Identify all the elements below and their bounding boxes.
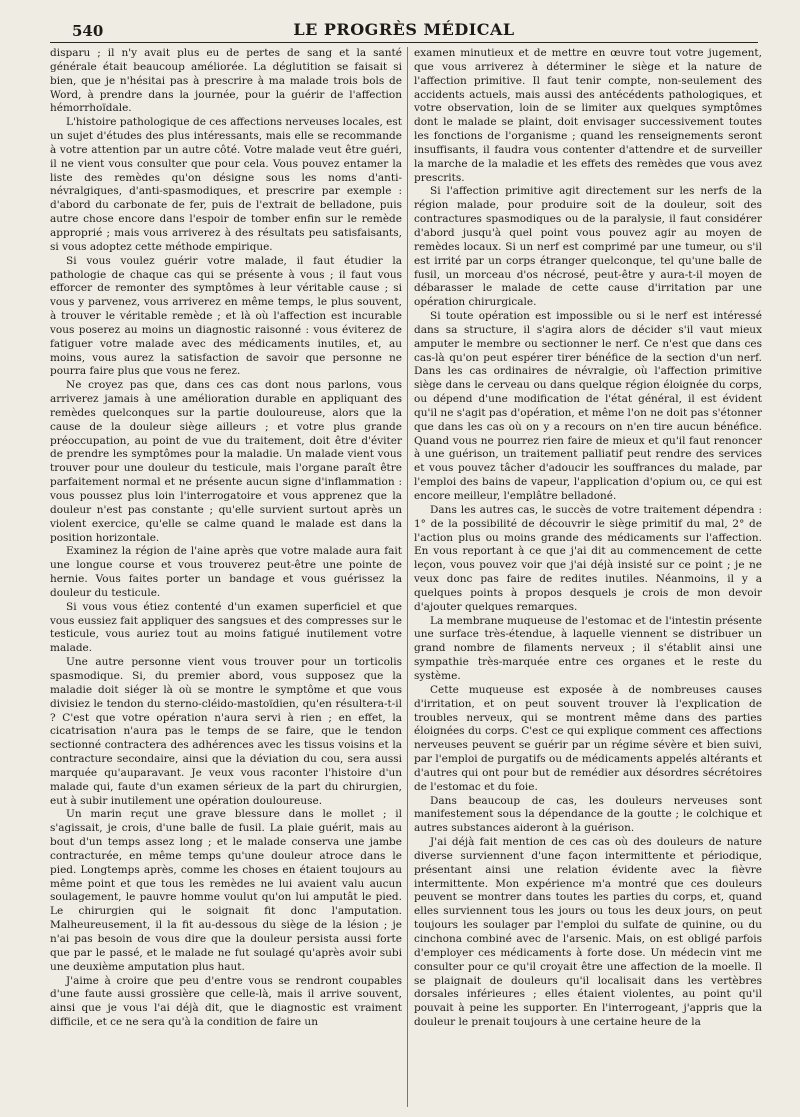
paragraph: Une autre personne vient vous trouver pour un torticolis spasmodique. Si, du premier abord, vous supposez que la maladie doit siéger là où se montre le symptôme et que vous divisiez le tendon du sterno-cléido-mastoïdien, qu'en résultera-t-il ? C'est que votre opération n'aura servi à rien ; en effet, la cicatrisation n'aura pas le temps de se faire, que le tendon sectionné contractera des adhérences avec les tissus voisins et la contracture secondaire, ainsi que la déviation du cou, sera aussi marquée qu'auparavant. Je veux vous raconter l'histoire d'un malade qui, faute d'un examen sérieux de la part du chirurgien, eut à subir inutilement une opération douloureuse. [50,656,402,807]
page-header [50,18,758,43]
left-column [50,47,402,1030]
text-columns [50,47,762,1117]
paragraph: Cette muqueuse est exposée à de nombreuses causes d'irritation, et on peut souvent trouver là l'explication de troubles nerveux, qui se montrent même dans des parties éloignées du corps. C'est ce qui explique comment ces affections nerveuses peuvent se guérir par un régime sévère et bien suivi, par l'emploi de purgatifs ou de médicaments appelés altérants et d'autres qui ont pour but de remédier aux désordres sécrétoires de l'estomac et du foie. [414,683,762,793]
paragraph: Si vous vous étiez contenté d'un examen superficiel et que vous eussiez fait appliquer des sangsues et des compresses sur le testicule, vous auriez tout au moins fatigué inutilement votre malade. [50,600,402,655]
column-divider [407,47,408,1107]
paragraph: Si l'affection primitive agit directement sur les nerfs de la région malade, pour produire soit de la douleur, soit des contractures spasmodiques ou de la paralysie, il faut considérer d'abord jusqu'à quel point vous pouvez agir au moyen de remèdes locaux. Si un nerf est comprimé par une tumeur, ou s'il est irrité par un corps étranger quelconque, tel qu'une balle de fusil, un morceau d'os nécrosé, peut-être y aura-t-il moyen de débarasser le malade de cette cause d'irritation par une opération chirurgicale. [414,185,762,309]
paragraph: Si vous voulez guérir votre malade, il faut étudier la pathologie de chaque cas qui se présente à vous ; il faut vous efforcer de remonter des symptômes à leur véritable cause ; si vous y parvenez, vous arriverez en même temps, le plus souvent, à trouver le véritable remède ; et là où l'affection est incurable vous poserez au moins un diagnostic raisonné : vous éviterez de fatiguer votre malade avec des médicaments inutiles, et, au moins, vous aurez la satisfaction de savoir que personne ne pourra faire plus que vous ne ferez. [50,254,402,378]
paragraph: examen minutieux et de mettre en œuvre tout votre jugement, que vous arriverez à déterminer le siège et la nature de l'affection primitive. Il faut tenir compte, non-seulement des accidents actuels, mais aussi des antécédents pathologiques, et votre observation, loin de se limiter aux quelques symptômes dont le malade se plaint, doit envisager successivement toutes les fonctions de l'organisme ; quand les renseignements seront insuffisants, il faudra vous contenter d'attendre et de surveiller la marche de la maladie et les effets des remèdes que vous avez prescrits. [414,47,762,184]
paragraph: La membrane muqueuse de l'estomac et de l'intestin présente une surface très-étendue, à laquelle viennent se distribuer un grand nombre de filaments nerveux ; il s'établit ainsi une sympathie très-marquée entre ces organes et le reste du système. [414,614,762,682]
right-column [414,47,762,1030]
paragraph: Ne croyez pas que, dans ces cas dont nous parlons, vous arriverez jamais à une amélioration durable en appliquant des remèdes quelconques sur la partie douloureuse, alors que la cause de la douleur siège ailleurs ; et votre plus grande préoccupation, au point de vue du traitement, doit être d'éviter de prendre les symptômes pour la maladie. Un malade vient vous trouver pour une douleur du testicule, mais l'organe paraît être parfaitement normal et ne présente aucun signe d'inflammation : vous poussez plus loin l'interrogatoire et vous apprenez que la douleur n'est pas constante ; qu'elle survient surtout après un violent exercice, qu'elle se calme quand le malade est dans la position horizontale. [50,379,402,544]
paragraph: Si toute opération est impossible ou si le nerf est intéressé dans sa structure, il s'agira alors de décider s'il vaut mieux amputer le membre ou sectionner le nerf. Ce n'est que dans ces cas-là qu'on peut espérer tirer bénéfice de la section d'un nerf. Dans les cas ordinaires de névralgie, où l'affection primitive siège dans le cerveau ou dans quelque région éloignée du corps, ou dépend d'une modification de l'état général, il est évident qu'il ne s'agit pas d'opération, et même l'on ne doit pas s'étonner que dans les cas où on y a recours on n'en tire aucun bénéfice. Quand vous ne pourrez rien faire de mieux et qu'il faut renoncer à une guérison, un traitement palliatif peut rendre des services et vous pouvez tâcher d'adoucir les souffrances du malade, par l'emploi des bains de vapeur, l'application d'opium ou, ce qui est encore meilleur, l'emplâtre belladoné. [414,310,762,502]
paragraph: Dans beaucoup de cas, les douleurs nerveuses sont manifestement sous la dépendance de la goutte ; le colchique et autres substances aideront à la guérison. [414,794,762,835]
paragraph: Examinez la région de l'aine après que votre malade aura fait une longue course et vous trouverez peut-être une pointe de hernie. Vous faites porter un bandage et vous guérissez la douleur du testicule. [50,545,402,599]
paragraph: J'ai déjà fait mention de ces cas où des douleurs de nature diverse surviennent d'une façon intermittente et périodique, présentant ainsi une relation évidente avec la fièvre intermittente. Mon expérience m'a montré que ces douleurs peuvent se montrer dans toutes les parties du corps, et, quand elles surviennent tous les jours ou tous les deux jours, on peut toujours les soulager par l'emploi du sulfate de quinine, ou du cinchona combiné avec de l'arsenic. Mais, on est obligé parfois d'employer ces médicaments à forte dose. Un médecin vint me consulter pour ce qu'il croyait être une affection de la moelle. Il se plaignait de douleurs qu'il localisait dans les vertèbres dorsales inférieures ; elles étaient violentes, au point qu'il pouvait à peine les supporter. En l'interrogeant, j'appris que la douleur le prenait toujours à une certaine heure de la [414,836,762,1029]
paragraph: Un marin reçut une grave blessure dans le mollet ; il s'agissait, je crois, d'une balle de fusil. La plaie guérit, mais au bout d'un temps assez long ; et le malade conserva une jambe contracturée, en même temps qu'une douleur atroce dans le pied. Longtemps après, comme les choses en étaient toujours au même point et que tous les remèdes ne lui avaient valu aucun soulagement, le pauvre homme voulut qu'on lui amputât le pied. Le chirurgien qui le soignait fit donc l'amputation. Malheureusement, il la fit au-dessous du siège de la lésion ; je n'ai pas besoin de vous dire que la douleur persista aussi forte que par le passé, et le malade ne fut soulagé qu'après avoir subi une deuxième amputation plus haut. [50,808,402,973]
running-title: LE PROGRÈS MÉDICAL [293,20,515,39]
paragraph: Dans les autres cas, le succès de votre traitement dépendra : 1° de la possibilité de découvrir le siège primitif du mal, 2° de l'action plus ou moins grande des médicaments sur l'affection. En vous reportant à ce que j'ai dit au commencement de cette leçon, vous pouvez voir que j'ai déjà insisté sur ce point ; je ne veux donc pas faire de redites inutiles. Néanmoins, il y a quelques points à propos desquels je crois de mon devoir d'ajouter quelques remarques. [414,503,762,613]
page-number: 540 [72,22,104,40]
paragraph: disparu ; il n'y avait plus eu de pertes de sang et la santé générale était beaucoup améliorée. La déglutition se faisait si bien, que je n'hésitai pas à prescrire à ma malade trois bols de Word, à prendre dans la journée, pour la guérir de l'affection hémorrhoïdale. [50,47,402,115]
paragraph: J'aime à croire que peu d'entre vous se rendront coupables d'une faute aussi grossière que celle-là, mais il arrive souvent, ainsi que je vous l'ai déjà dit, que le diagnostic est vraiment difficile, et ce ne sera qu'à la condition de faire un [50,974,402,1029]
paragraph: L'histoire pathologique de ces affections nerveuses locales, est un sujet d'études des plus intéressants, mais elle se recommande à votre attention par un autre côté. Votre malade veut être guéri, il ne vient vous consulter que pour cela. Vous pouvez entamer la liste des remèdes qu'on désigne sous les noms d'anti-névralgiques, d'anti-spasmodiques, et prescrire par exemple : d'abord du carbonate de fer, puis de l'extrait de belladone, puis autre chose encore dans l'espoir de tomber enfin sur le remède approprié ; mais vous arriverez à des résultats peu satisfaisants, si vous adoptez cette méthode empirique. [50,116,402,253]
